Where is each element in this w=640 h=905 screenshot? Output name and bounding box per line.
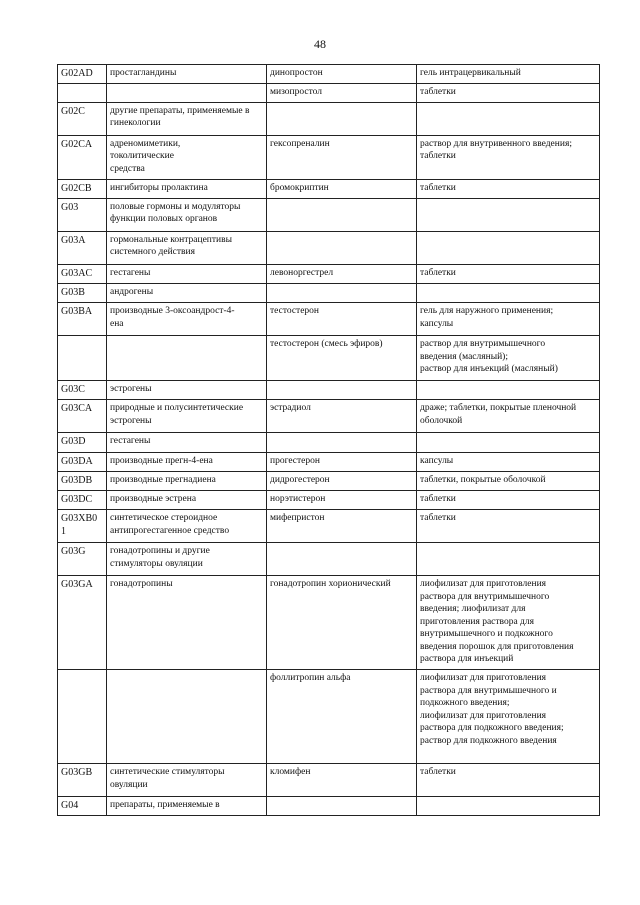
group-name-cell [107, 84, 267, 103]
group-name-cell-text: производные прегн-4-ена [110, 455, 213, 466]
table-row [58, 65, 600, 84]
atc-code-cell-text: G03XB0 1 [61, 513, 98, 538]
group-name-cell [107, 65, 267, 84]
drug-name-cell-text: норэтистерон [270, 494, 326, 505]
dosage-form-cell [417, 543, 600, 576]
atc-code-cell [58, 65, 107, 84]
atc-code-cell [58, 576, 107, 670]
group-name-cell [107, 135, 267, 179]
group-name-cell-text: другие препараты, применяемые в гинекологии [110, 105, 250, 129]
drug-name-cell-text: левоноргестрел [270, 267, 334, 278]
drug-name-cell [267, 510, 417, 543]
dosage-form-cell [417, 400, 600, 433]
group-name-cell-text: производные 3-оксоандрост-4- ена [110, 306, 235, 329]
dosage-form-cell-text: гель для наружного применения; капсулы [420, 306, 554, 329]
atc-code-cell [58, 179, 107, 198]
group-name-cell-text: гестагены [110, 267, 151, 278]
group-name-cell [107, 576, 267, 670]
table-row [58, 264, 600, 283]
atc-code-cell [58, 264, 107, 283]
drug-name-cell-text: эстрадиол [270, 403, 311, 414]
dosage-form-cell [417, 797, 600, 816]
dosage-form-cell-text: капсулы [420, 455, 454, 466]
atc-code-cell-text: G02CA [61, 138, 93, 150]
dosage-form-cell [417, 336, 600, 381]
dosage-form-cell [417, 65, 600, 84]
dosage-form-cell-text: гель интрацервикальный [420, 68, 521, 78]
drug-name-cell [267, 433, 417, 452]
dosage-form-cell [417, 510, 600, 543]
drug-name-cell [267, 303, 417, 336]
table-row [58, 670, 600, 764]
group-name-cell [107, 400, 267, 433]
table-row [58, 336, 600, 381]
group-name-cell [107, 381, 267, 400]
group-name-cell-text: ингибиторы пролактина [110, 182, 208, 193]
table-row [58, 491, 600, 510]
group-name-cell-text: производные эстрена [110, 494, 197, 505]
group-name-cell [107, 433, 267, 452]
group-name-cell-text: производные прегнадиена [110, 474, 216, 485]
group-name-cell-text: синтетические стимуляторы овуляции [110, 767, 225, 790]
dosage-form-cell-text: таблетки, покрытые оболочкой [420, 474, 546, 485]
drug-name-cell [267, 491, 417, 510]
atc-code-cell [58, 336, 107, 381]
drug-name-cell [267, 471, 417, 490]
dosage-form-cell-text: раствор для внутривенного введения; таблетки [420, 138, 572, 162]
page-number: 48 [314, 37, 326, 51]
drug-name-cell-text: тестостерон (смесь эфиров) [270, 339, 383, 350]
dosage-form-cell-text: таблетки [420, 267, 456, 278]
dosage-form-cell-text: таблетки [420, 494, 456, 505]
atc-code-cell-text: G03GA [61, 579, 93, 591]
atc-code-cell-text: G03DA [61, 455, 93, 467]
table-row [58, 135, 600, 179]
group-name-cell [107, 284, 267, 303]
drug-name-cell [267, 797, 417, 816]
group-name-cell [107, 336, 267, 381]
table-row [58, 303, 600, 336]
dosage-form-cell-text: раствор для внутримышечного введения (масляный); раствор для инъекций (масляный) [420, 339, 558, 375]
dosage-form-cell [417, 84, 600, 103]
atc-code-cell-text: G03 [61, 201, 79, 213]
drug-name-cell-text: фоллитропин альфа [270, 673, 351, 684]
table-row [58, 797, 600, 816]
dosage-form-cell [417, 764, 600, 797]
group-name-cell-text: адреномиметики, токолитические средства [110, 138, 181, 174]
dosage-form-cell-text: лиофилизат для приготовления раствора для внутримышечного введения; лиофилизат для приготовления раствора для внутримышечного и подкожного введения порошок для приготовления раствора для инъекций [420, 579, 574, 665]
group-name-cell-text: препараты, применяемые в [110, 800, 220, 811]
dosage-form-cell [417, 433, 600, 452]
drug-name-cell [267, 543, 417, 576]
atc-code-cell [58, 433, 107, 452]
drug-name-cell-text: бромокриптин [270, 182, 329, 193]
atc-code-cell-text: G03AC [61, 267, 93, 279]
table-row [58, 452, 600, 471]
table-row [58, 381, 600, 400]
dosage-form-cell [417, 135, 600, 179]
dosage-form-cell [417, 452, 600, 471]
table-row [58, 231, 600, 264]
group-name-cell [107, 102, 267, 135]
dosage-form-cell [417, 102, 600, 135]
dosage-form-cell [417, 303, 600, 336]
atc-code-cell [58, 491, 107, 510]
atc-code-cell-text: G02C [61, 105, 85, 117]
atc-code-cell [58, 284, 107, 303]
drug-name-cell [267, 84, 417, 103]
dosage-form-cell-text: таблетки [420, 182, 456, 193]
group-name-cell [107, 543, 267, 576]
atc-code-cell-text: G03CA [61, 403, 93, 415]
dosage-form-cell [417, 576, 600, 670]
drug-name-cell [267, 102, 417, 135]
drug-name-cell-text: динопростон [270, 68, 323, 78]
atc-code-cell [58, 471, 107, 490]
dosage-form-cell [417, 670, 600, 764]
drug-name-cell [267, 135, 417, 179]
drug-name-cell [267, 198, 417, 231]
atc-code-cell-text: G03BA [61, 306, 93, 318]
atc-code-cell-text: G03B [61, 287, 85, 299]
group-name-cell [107, 670, 267, 764]
drug-name-cell-text: дидрогестерон [270, 474, 330, 485]
group-name-cell-text: природные и полусинтетические эстрогены [110, 403, 244, 426]
atc-code-cell-text: G03DC [61, 494, 93, 506]
dosage-form-cell [417, 284, 600, 303]
dosage-form-cell [417, 198, 600, 231]
atc-code-cell-text: G03D [61, 436, 86, 448]
atc-code-cell [58, 452, 107, 471]
dosage-form-cell-text: лиофилизат для приготовления раствора для внутримышечного и подкожного введения; лиофилизат для приготовления раствора для подкожного введения; раствор для подкожного введения [420, 673, 564, 746]
group-name-cell [107, 510, 267, 543]
atc-code-cell-text: G03C [61, 384, 85, 396]
drug-name-cell-text: гексопреналин [270, 138, 330, 149]
table-row [58, 510, 600, 543]
drug-name-cell-text: прогестерон [270, 455, 320, 466]
drug-name-cell [267, 381, 417, 400]
group-name-cell-text: гестагены [110, 436, 151, 447]
drug-name-cell-text: тестостерон [270, 306, 320, 317]
group-name-cell [107, 198, 267, 231]
drug-name-cell [267, 264, 417, 283]
table-row [58, 84, 600, 103]
table-row [58, 198, 600, 231]
atc-code-cell-text: G03A [61, 234, 86, 246]
drug-name-cell [267, 400, 417, 433]
atc-code-cell [58, 303, 107, 336]
atc-code-cell-text: G04 [61, 800, 79, 812]
group-name-cell [107, 491, 267, 510]
table-row [58, 543, 600, 576]
drug-name-cell [267, 670, 417, 764]
table-row [58, 471, 600, 490]
group-name-cell [107, 264, 267, 283]
group-name-cell [107, 303, 267, 336]
table-row [58, 284, 600, 303]
atc-code-cell-text: G02CB [61, 182, 92, 194]
drug-name-cell-text: кломифен [270, 767, 311, 778]
group-name-cell [107, 764, 267, 797]
group-name-cell-text: гормональные контрацептивы системного действия [110, 234, 232, 258]
drug-name-cell-text: мизопростол [270, 87, 322, 98]
atc-code-cell [58, 198, 107, 231]
table-row [58, 179, 600, 198]
dosage-form-cell-text: таблетки [420, 87, 456, 98]
group-name-cell-text: гонадотропины и другие стимуляторы овуляции [110, 546, 210, 569]
table-row [58, 764, 600, 797]
dosage-form-cell [417, 491, 600, 510]
dosage-form-cell [417, 231, 600, 264]
table-row [58, 400, 600, 433]
dosage-form-cell [417, 471, 600, 490]
atc-code-cell [58, 543, 107, 576]
drug-name-cell [267, 576, 417, 670]
atc-code-cell [58, 135, 107, 179]
group-name-cell-text: простагландины [110, 68, 177, 78]
table-row [58, 102, 600, 135]
atc-code-cell [58, 231, 107, 264]
drug-name-cell [267, 231, 417, 264]
atc-code-cell-text: G03G [61, 546, 86, 558]
atc-code-cell-text: G02AD [61, 68, 93, 79]
dosage-form-cell [417, 381, 600, 400]
drug-name-cell [267, 179, 417, 198]
atc-code-cell [58, 381, 107, 400]
group-name-cell [107, 231, 267, 264]
dosage-form-cell-text: драже; таблетки, покрытые пленочной оболочкой [420, 403, 577, 426]
atc-code-cell [58, 797, 107, 816]
table-row [58, 576, 600, 670]
group-name-cell-text: андрогены [110, 287, 154, 298]
group-name-cell-text: эстрогены [110, 384, 152, 395]
dosage-form-cell-text: таблетки [420, 513, 456, 524]
drug-table [57, 64, 600, 816]
atc-code-cell [58, 400, 107, 433]
table-row [58, 433, 600, 452]
dosage-form-cell [417, 179, 600, 198]
dosage-form-cell-text: таблетки [420, 767, 456, 778]
dosage-form-cell [417, 264, 600, 283]
group-name-cell-text: половые гормоны и модуляторы функции половых органов [110, 201, 241, 225]
drug-name-cell [267, 284, 417, 303]
group-name-cell-text: гонадотропины [110, 579, 173, 590]
drug-name-cell [267, 764, 417, 797]
drug-name-cell [267, 65, 417, 84]
group-name-cell [107, 452, 267, 471]
atc-code-cell-text: G03DB [61, 474, 93, 486]
atc-code-cell [58, 84, 107, 103]
group-name-cell [107, 797, 267, 816]
atc-code-cell [58, 670, 107, 764]
group-name-cell [107, 179, 267, 198]
drug-name-cell-text: гонадотропин хорионический [270, 579, 391, 590]
atc-code-cell [58, 764, 107, 797]
drug-name-cell [267, 452, 417, 471]
drug-name-cell-text: мифепристон [270, 513, 325, 524]
group-name-cell-text: синтетическое стероидное антипрогестагенное средство [110, 513, 230, 536]
atc-code-cell [58, 510, 107, 543]
atc-code-cell [58, 102, 107, 135]
drug-name-cell [267, 336, 417, 381]
atc-code-cell-text: G03GB [61, 767, 93, 779]
group-name-cell [107, 471, 267, 490]
